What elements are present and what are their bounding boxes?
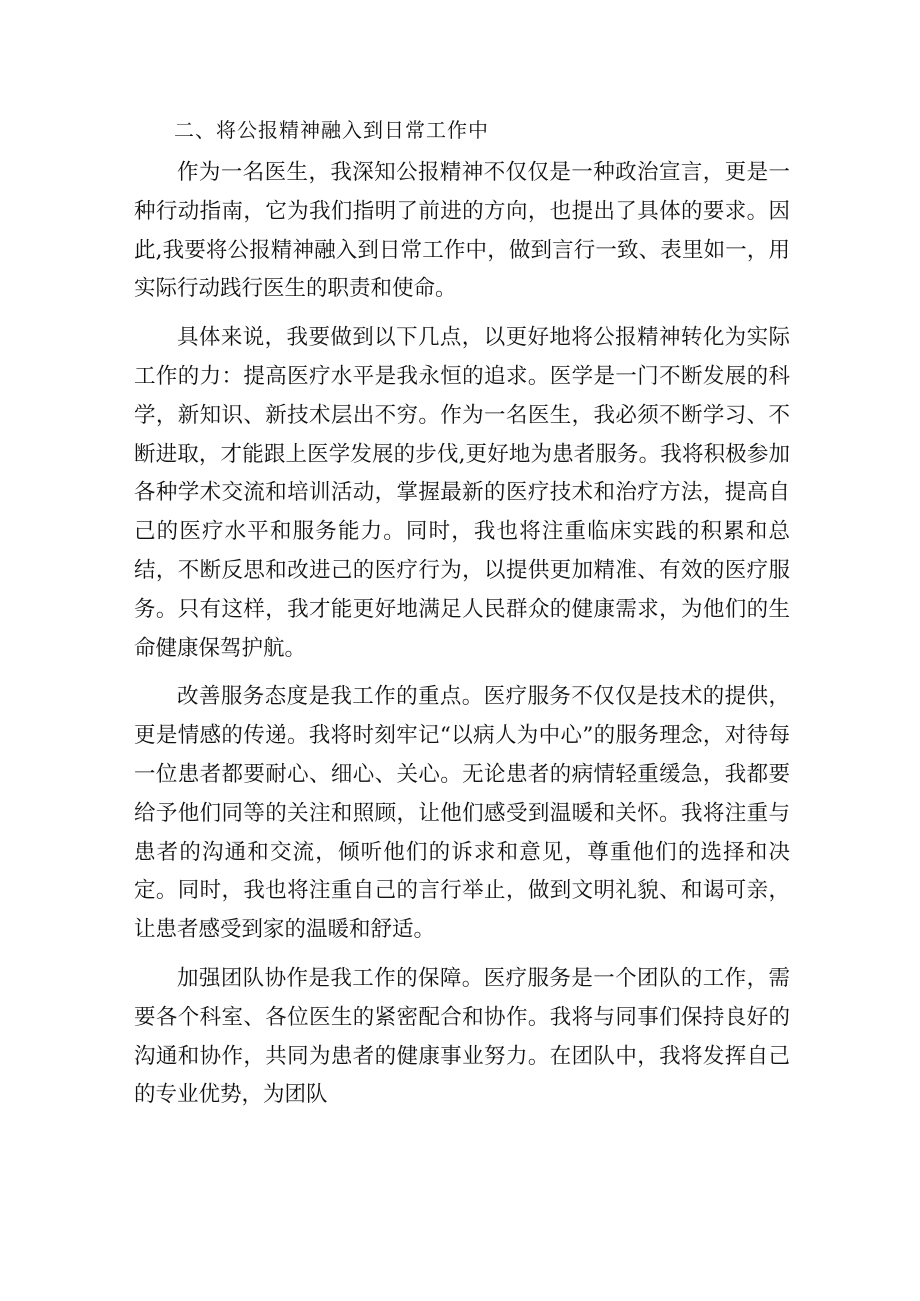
paragraph-3: 改善服务态度是我工作的重点。医疗服务不仅仅是技术的提供，更是情感的传递。我将时刻牢记“以病人为中心”的服务理念，对待每一位患者都要耐心、细心、关心。无论患者的病情轻重缓急，我都要给予他们同等的关注和照顾，让他们感受到温暖和关怀。我将注重与患者的沟通和交流，倾听他们的诉求和意见，尊重他们的选择和决定。同时，我也将注重自己的言行举止，做到文明礼貌、和谒可亲，让患者感受到家的温暖和舒适。	[134, 684, 790, 943]
document-body	[134, 114, 790, 1125]
paragraph-4: 加强团队协作是我工作的保障。医疗服务是一个团队的工作，需要各个科室、各位医生的紧密配合和协作。我将与同事们保持良好的沟通和协作，共同为患者的健康事业努力。在团队中，我将发挥自己的专业优势，为团队	[134, 965, 790, 1108]
paragraph-2: 具体来说，我要做到以下几点，以更好地将公报精神转化为实际工作的力：提高医疗水平是我永恒的追求。医学是一门不断发展的科学，新知识、新技术层出不穷。作为一名医生，我必须不断学习、不断进取，才能跟上医学发展的步伐,更好地为患者服务。我将积极参加各种学术交流和培训活动，掌握最新的医疗技术和治疗方法，提高自己的医疗水平和服务能力。同时，我也将注重临床实践的积累和总结，不断反思和改进己的医疗行为，以提供更加精准、有效的医疗服务。只有这样，我才能更好地满足人民群众的健康需求，为他们的生命健康保驾护航。	[134, 325, 790, 661]
paragraph-1: 作为一名医生，我深知公报精神不仅仅是一种政治宣言，更是一种行动指南，它为我们指明了前进的方向，也提出了具体的要求。因此,我要将公报精神融入到日常工作中，做到言行一致、表里如一，用实际行动践行医生的职责和使命。	[134, 160, 790, 302]
section-heading: 二、将公报精神融入到日常工作中	[174, 118, 489, 142]
